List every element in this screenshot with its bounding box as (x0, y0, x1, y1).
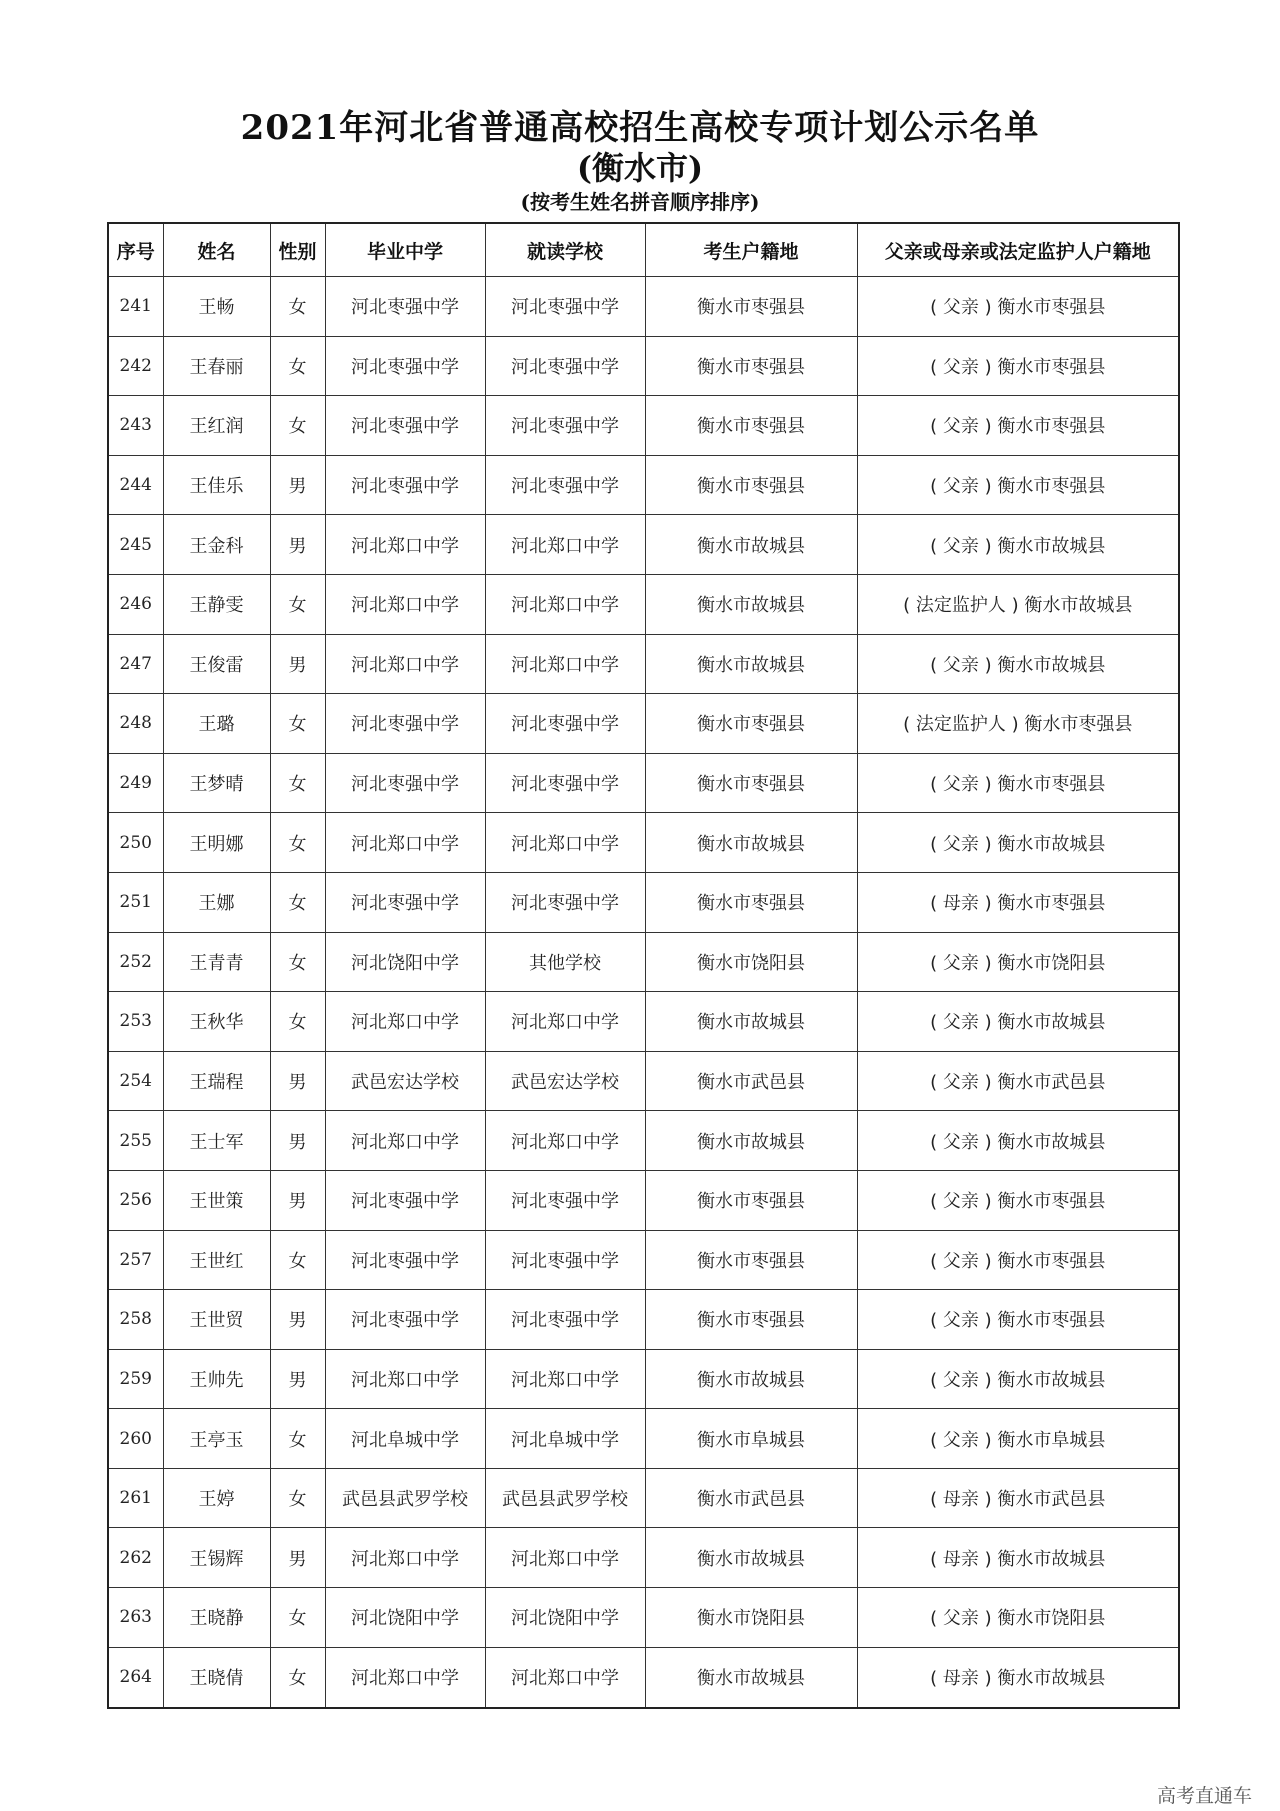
row-number-cell: 263 (108, 1588, 163, 1648)
guardian-domicile-cell: ( 父亲 ) 衡水市饶阳县 (857, 932, 1179, 992)
gender-cell: 男 (270, 455, 325, 515)
column-header: 父亲或母亲或法定监护人户籍地 (857, 223, 1179, 277)
graduate-school-cell: 河北郑口中学 (325, 1349, 485, 1409)
student-domicile-cell: 衡水市故城县 (645, 992, 857, 1052)
roster-table (107, 222, 1180, 1709)
student-domicile-cell: 衡水市故城县 (645, 1647, 857, 1708)
table-row (108, 1230, 1179, 1290)
row-number-cell: 243 (108, 396, 163, 456)
graduate-school-cell: 河北枣强中学 (325, 694, 485, 754)
graduate-school-cell: 河北饶阳中学 (325, 1588, 485, 1648)
current-school-cell: 河北枣强中学 (485, 694, 645, 754)
table-row (108, 396, 1179, 456)
graduate-school-cell: 河北枣强中学 (325, 753, 485, 813)
student-name-cell: 王秋华 (163, 992, 270, 1052)
graduate-school-cell: 河北郑口中学 (325, 992, 485, 1052)
graduate-school-cell: 河北饶阳中学 (325, 932, 485, 992)
gender-cell: 男 (270, 1170, 325, 1230)
guardian-domicile-cell: ( 父亲 ) 衡水市枣强县 (857, 1170, 1179, 1230)
graduate-school-cell: 河北郑口中学 (325, 574, 485, 634)
student-domicile-cell: 衡水市枣强县 (645, 753, 857, 813)
student-name-cell: 王娜 (163, 872, 270, 932)
guardian-domicile-cell: ( 父亲 ) 衡水市故城县 (857, 1349, 1179, 1409)
student-domicile-cell: 衡水市故城县 (645, 634, 857, 694)
guardian-domicile-cell: ( 父亲 ) 衡水市武邑县 (857, 1051, 1179, 1111)
student-domicile-cell: 衡水市饶阳县 (645, 1588, 857, 1648)
student-domicile-cell: 衡水市枣强县 (645, 1230, 857, 1290)
table-row (108, 1647, 1179, 1708)
student-name-cell: 王瑞程 (163, 1051, 270, 1111)
graduate-school-cell: 河北枣强中学 (325, 396, 485, 456)
row-number-cell: 253 (108, 992, 163, 1052)
graduate-school-cell: 河北阜城中学 (325, 1409, 485, 1469)
row-number-cell: 250 (108, 813, 163, 873)
table-row (108, 753, 1179, 813)
student-domicile-cell: 衡水市枣强县 (645, 694, 857, 754)
table-body (108, 277, 1179, 1709)
guardian-domicile-cell: ( 母亲 ) 衡水市故城县 (857, 1528, 1179, 1588)
student-name-cell: 王红润 (163, 396, 270, 456)
student-domicile-cell: 衡水市故城县 (645, 813, 857, 873)
current-school-cell: 河北枣强中学 (485, 277, 645, 337)
gender-cell: 女 (270, 753, 325, 813)
guardian-domicile-cell: ( 父亲 ) 衡水市枣强县 (857, 455, 1179, 515)
graduate-school-cell: 武邑县武罗学校 (325, 1468, 485, 1528)
column-header: 性别 (270, 223, 325, 277)
guardian-domicile-cell: ( 父亲 ) 衡水市阜城县 (857, 1409, 1179, 1469)
student-name-cell: 王梦晴 (163, 753, 270, 813)
gender-cell: 女 (270, 1647, 325, 1708)
row-number-cell: 242 (108, 336, 163, 396)
current-school-cell: 河北枣强中学 (485, 1290, 645, 1350)
current-school-cell: 武邑宏达学校 (485, 1051, 645, 1111)
student-domicile-cell: 衡水市阜城县 (645, 1409, 857, 1469)
gender-cell: 女 (270, 574, 325, 634)
current-school-cell: 河北郑口中学 (485, 634, 645, 694)
gender-cell: 女 (270, 694, 325, 754)
guardian-domicile-cell: ( 父亲 ) 衡水市枣强县 (857, 277, 1179, 337)
table-row (108, 872, 1179, 932)
graduate-school-cell: 河北郑口中学 (325, 1111, 485, 1171)
student-name-cell: 王士军 (163, 1111, 270, 1171)
row-number-cell: 241 (108, 277, 163, 337)
table-row (108, 1409, 1179, 1469)
current-school-cell: 河北饶阳中学 (485, 1588, 645, 1648)
gender-cell: 女 (270, 932, 325, 992)
row-number-cell: 264 (108, 1647, 163, 1708)
gender-cell: 男 (270, 1349, 325, 1409)
student-domicile-cell: 衡水市故城县 (645, 515, 857, 575)
gender-cell: 女 (270, 1230, 325, 1290)
table-row (108, 1051, 1179, 1111)
table-row (108, 1349, 1179, 1409)
student-name-cell: 王世贸 (163, 1290, 270, 1350)
guardian-domicile-cell: ( 父亲 ) 衡水市枣强县 (857, 1290, 1179, 1350)
graduate-school-cell: 河北枣强中学 (325, 1170, 485, 1230)
gender-cell: 女 (270, 336, 325, 396)
student-name-cell: 王璐 (163, 694, 270, 754)
guardian-domicile-cell: ( 父亲 ) 衡水市枣强县 (857, 336, 1179, 396)
row-number-cell: 248 (108, 694, 163, 754)
student-domicile-cell: 衡水市故城县 (645, 1528, 857, 1588)
city-subtitle: (衡水市) (576, 149, 704, 187)
row-number-cell: 245 (108, 515, 163, 575)
student-name-cell: 王世红 (163, 1230, 270, 1290)
student-name-cell: 王静雯 (163, 574, 270, 634)
guardian-domicile-cell: ( 父亲 ) 衡水市故城县 (857, 992, 1179, 1052)
gender-cell: 男 (270, 1290, 325, 1350)
student-domicile-cell: 衡水市枣强县 (645, 1290, 857, 1350)
gender-cell: 男 (270, 634, 325, 694)
table-row (108, 694, 1179, 754)
graduate-school-cell: 河北郑口中学 (325, 1647, 485, 1708)
student-name-cell: 王世策 (163, 1170, 270, 1230)
guardian-domicile-cell: ( 母亲 ) 衡水市枣强县 (857, 872, 1179, 932)
guardian-domicile-cell: ( 父亲 ) 衡水市枣强县 (857, 753, 1179, 813)
graduate-school-cell: 河北枣强中学 (325, 455, 485, 515)
student-domicile-cell: 衡水市武邑县 (645, 1468, 857, 1528)
student-domicile-cell: 衡水市武邑县 (645, 1051, 857, 1111)
current-school-cell: 武邑县武罗学校 (485, 1468, 645, 1528)
guardian-domicile-cell: ( 父亲 ) 衡水市饶阳县 (857, 1588, 1179, 1648)
gender-cell: 男 (270, 515, 325, 575)
graduate-school-cell: 河北枣强中学 (325, 1290, 485, 1350)
guardian-domicile-cell: ( 父亲 ) 衡水市枣强县 (857, 396, 1179, 456)
current-school-cell: 河北枣强中学 (485, 753, 645, 813)
student-name-cell: 王青青 (163, 932, 270, 992)
row-number-cell: 255 (108, 1111, 163, 1171)
row-number-cell: 258 (108, 1290, 163, 1350)
table-row (108, 336, 1179, 396)
table-row (108, 1528, 1179, 1588)
current-school-cell: 河北郑口中学 (485, 574, 645, 634)
student-name-cell: 王婷 (163, 1468, 270, 1528)
column-header: 就读学校 (485, 223, 645, 277)
gender-cell: 女 (270, 992, 325, 1052)
table-row (108, 1290, 1179, 1350)
current-school-cell: 河北枣强中学 (485, 872, 645, 932)
table-row (108, 634, 1179, 694)
table-row (108, 813, 1179, 873)
current-school-cell: 河北枣强中学 (485, 1170, 645, 1230)
graduate-school-cell: 河北郑口中学 (325, 634, 485, 694)
row-number-cell: 252 (108, 932, 163, 992)
student-domicile-cell: 衡水市饶阳县 (645, 932, 857, 992)
guardian-domicile-cell: ( 法定监护人 ) 衡水市故城县 (857, 574, 1179, 634)
table-row (108, 932, 1179, 992)
graduate-school-cell: 河北枣强中学 (325, 336, 485, 396)
row-number-cell: 261 (108, 1468, 163, 1528)
table-row (108, 1170, 1179, 1230)
table-row (108, 1111, 1179, 1171)
guardian-domicile-cell: ( 父亲 ) 衡水市故城县 (857, 634, 1179, 694)
student-name-cell: 王佳乐 (163, 455, 270, 515)
student-domicile-cell: 衡水市枣强县 (645, 455, 857, 515)
guardian-domicile-cell: ( 法定监护人 ) 衡水市枣强县 (857, 694, 1179, 754)
graduate-school-cell: 武邑宏达学校 (325, 1051, 485, 1111)
gender-cell: 男 (270, 1528, 325, 1588)
student-name-cell: 王春丽 (163, 336, 270, 396)
student-domicile-cell: 衡水市故城县 (645, 1349, 857, 1409)
current-school-cell: 河北郑口中学 (485, 1111, 645, 1171)
graduate-school-cell: 河北郑口中学 (325, 813, 485, 873)
current-school-cell: 河北枣强中学 (485, 396, 645, 456)
watermark: 高考直通车 (1156, 1785, 1252, 1807)
current-school-cell: 河北阜城中学 (485, 1409, 645, 1469)
gender-cell: 女 (270, 872, 325, 932)
column-header: 姓名 (163, 223, 270, 277)
student-name-cell: 王明娜 (163, 813, 270, 873)
table-row (108, 277, 1179, 337)
current-school-cell: 河北郑口中学 (485, 515, 645, 575)
current-school-cell: 河北郑口中学 (485, 813, 645, 873)
table-header-row (108, 223, 1179, 277)
guardian-domicile-cell: ( 母亲 ) 衡水市武邑县 (857, 1468, 1179, 1528)
student-domicile-cell: 衡水市枣强县 (645, 1170, 857, 1230)
gender-cell: 女 (270, 1588, 325, 1648)
student-domicile-cell: 衡水市枣强县 (645, 336, 857, 396)
row-number-cell: 260 (108, 1409, 163, 1469)
current-school-cell: 河北郑口中学 (485, 1349, 645, 1409)
student-name-cell: 王畅 (163, 277, 270, 337)
student-domicile-cell: 衡水市枣强县 (645, 396, 857, 456)
graduate-school-cell: 河北枣强中学 (325, 277, 485, 337)
gender-cell: 女 (270, 277, 325, 337)
guardian-domicile-cell: ( 父亲 ) 衡水市故城县 (857, 515, 1179, 575)
gender-cell: 男 (270, 1111, 325, 1171)
student-name-cell: 王俊雷 (163, 634, 270, 694)
table-row (108, 992, 1179, 1052)
student-name-cell: 王锡辉 (163, 1528, 270, 1588)
current-school-cell: 河北枣强中学 (485, 1230, 645, 1290)
current-school-cell: 河北枣强中学 (485, 455, 645, 515)
row-number-cell: 247 (108, 634, 163, 694)
gender-cell: 男 (270, 1051, 325, 1111)
sort-note: (按考生姓名拼音顺序排序) (520, 190, 760, 214)
row-number-cell: 244 (108, 455, 163, 515)
row-number-cell: 259 (108, 1349, 163, 1409)
student-domicile-cell: 衡水市故城县 (645, 574, 857, 634)
row-number-cell: 256 (108, 1170, 163, 1230)
table-row (108, 515, 1179, 575)
student-domicile-cell: 衡水市枣强县 (645, 872, 857, 932)
row-number-cell: 262 (108, 1528, 163, 1588)
student-name-cell: 王晓静 (163, 1588, 270, 1648)
gender-cell: 女 (270, 1409, 325, 1469)
graduate-school-cell: 河北枣强中学 (325, 872, 485, 932)
current-school-cell: 河北郑口中学 (485, 1528, 645, 1588)
page-title: 2021年河北省普通高校招生高校专项计划公示名单 (240, 108, 1040, 148)
row-number-cell: 246 (108, 574, 163, 634)
current-school-cell: 河北枣强中学 (485, 336, 645, 396)
column-header: 毕业中学 (325, 223, 485, 277)
row-number-cell: 249 (108, 753, 163, 813)
student-name-cell: 王晓倩 (163, 1647, 270, 1708)
student-name-cell: 王亭玉 (163, 1409, 270, 1469)
column-header: 考生户籍地 (645, 223, 857, 277)
guardian-domicile-cell: ( 父亲 ) 衡水市故城县 (857, 813, 1179, 873)
student-domicile-cell: 衡水市枣强县 (645, 277, 857, 337)
student-name-cell: 王帅先 (163, 1349, 270, 1409)
gender-cell: 女 (270, 396, 325, 456)
column-header: 序号 (108, 223, 163, 277)
row-number-cell: 257 (108, 1230, 163, 1290)
table-row (108, 455, 1179, 515)
student-name-cell: 王金科 (163, 515, 270, 575)
graduate-school-cell: 河北郑口中学 (325, 515, 485, 575)
graduate-school-cell: 河北郑口中学 (325, 1528, 485, 1588)
current-school-cell: 其他学校 (485, 932, 645, 992)
current-school-cell: 河北郑口中学 (485, 1647, 645, 1708)
guardian-domicile-cell: ( 母亲 ) 衡水市故城县 (857, 1647, 1179, 1708)
guardian-domicile-cell: ( 父亲 ) 衡水市枣强县 (857, 1230, 1179, 1290)
graduate-school-cell: 河北枣强中学 (325, 1230, 485, 1290)
gender-cell: 女 (270, 813, 325, 873)
guardian-domicile-cell: ( 父亲 ) 衡水市故城县 (857, 1111, 1179, 1171)
table-row (108, 574, 1179, 634)
table-row (108, 1468, 1179, 1528)
row-number-cell: 254 (108, 1051, 163, 1111)
current-school-cell: 河北郑口中学 (485, 992, 645, 1052)
row-number-cell: 251 (108, 872, 163, 932)
student-domicile-cell: 衡水市故城县 (645, 1111, 857, 1171)
table-row (108, 1588, 1179, 1648)
gender-cell: 女 (270, 1468, 325, 1528)
